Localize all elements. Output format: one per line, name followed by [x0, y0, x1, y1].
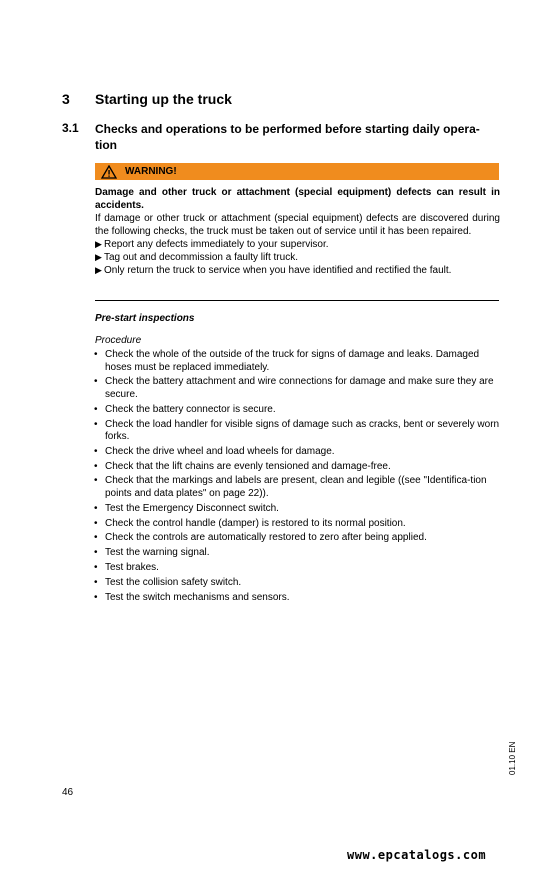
list-item: • Test the switch mechanisms and sensors.	[94, 591, 290, 603]
list-item: • Test the warning signal.	[94, 547, 210, 559]
warning-bar	[95, 163, 499, 180]
warning-action: ▶ Only return the truck to service when you have identified and rectified the fault.	[95, 265, 452, 276]
warning-headline: Damage and other truck or attachment (special equipment) defects can result in accidents.	[95, 187, 500, 211]
arrow-right-icon: ▶	[95, 239, 102, 249]
list-item: • Check the battery attachment and wire connections for damage and make sure they are secure.	[94, 376, 494, 400]
list-item: • Check the controls are automatically restored to zero after being applied.	[94, 532, 427, 544]
warning-body	[95, 186, 500, 277]
warning-action: ▶ Report any defects immediately to your supervisor.	[95, 239, 329, 250]
list-item: • Test the Emergency Disconnect switch.	[94, 502, 279, 514]
document-code: 01.10 EN	[508, 741, 517, 775]
arrow-right-icon: ▶	[95, 265, 102, 275]
arrow-right-icon: ▶	[95, 252, 102, 262]
warning-action: ▶ Tag out and decommission a faulty lift truck.	[95, 252, 298, 263]
chapter-number: 3	[62, 91, 70, 107]
list-item: • Check the drive wheel and load wheels for damage.	[94, 445, 335, 457]
list-item: • Check the whole of the outside of the truck for signs of damage and leaks. Damaged hoses must be replaced immediately.	[94, 349, 480, 373]
chapter-title: Starting up the truck	[95, 91, 232, 107]
divider	[95, 300, 499, 301]
section-number: 3.1	[62, 121, 79, 135]
procedure-label: Procedure	[95, 335, 142, 346]
list-item: • Test the collision safety switch.	[94, 576, 242, 588]
inspection-checklist	[94, 349, 500, 606]
section-title: Checks and operations to be performed before starting daily opera-tion	[95, 122, 480, 152]
warning-label: WARNING!	[125, 166, 177, 177]
list-item: • Check the load handler for visible signs of damage such as cracks, bent or severely worn forks.	[94, 418, 500, 443]
warning-description: If damage or other truck or attachment (special equipment) defects are discovered during the following checks, the truck must be taken out of service until it has been repaired.	[95, 213, 500, 237]
list-item: • Test brakes.	[94, 561, 159, 573]
page-number: 46	[62, 787, 74, 798]
list-item: • Check the battery connector is secure.	[94, 403, 276, 415]
footer-url[interactable]: www.epcatalogs.com	[347, 848, 487, 862]
warning-triangle-icon	[101, 165, 117, 179]
inspections-heading: Pre-start inspections	[95, 313, 195, 324]
list-item: • Check that the markings and labels are present, clean and legible ((see "Identifica-tion points and data plates" on page 22)).	[94, 475, 487, 500]
list-item: • Check that the lift chains are evenly tensioned and damage-free.	[94, 460, 391, 472]
list-item: • Check the control handle (damper) is restored to its normal position.	[94, 517, 406, 529]
